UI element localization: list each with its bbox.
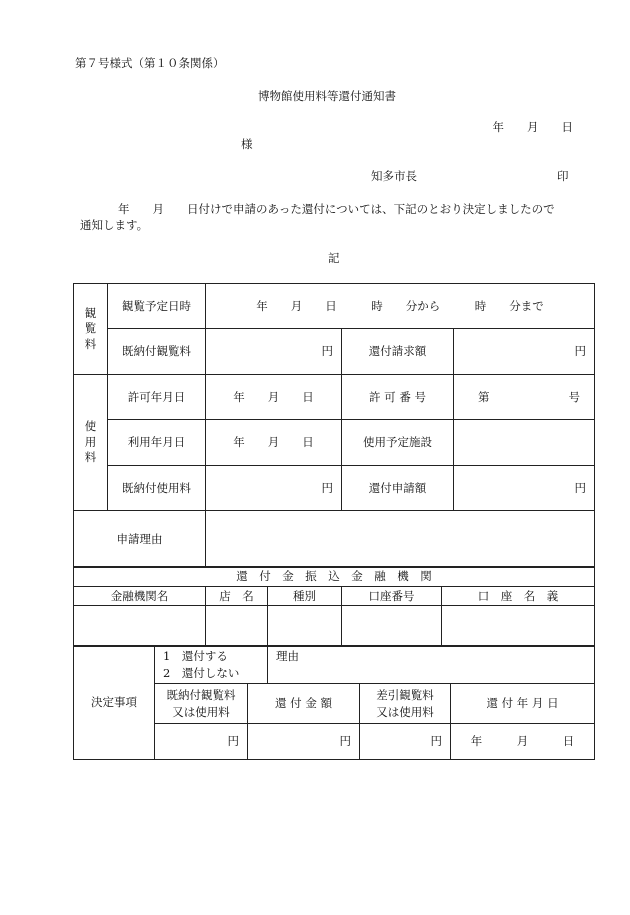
table-row [74,646,595,684]
table-row [74,375,595,420]
date-line: 年 月 日 [492,120,573,134]
reason-label: 申請理由 [74,511,206,568]
account-number-value [342,606,442,647]
scheduled-label: 観覧予定日時 [108,284,206,329]
permit-number-cell [454,375,595,420]
permit-date-value: 年 月 日 [206,375,342,420]
col-refund-amount: 還 付 金 額 [248,684,360,724]
col-paid-fee-line-1: 既納付観覧料 [166,687,236,702]
permit-number-prefix: 第 [478,389,490,404]
branch-value [206,606,268,647]
addressee-suffix: 様 [241,137,253,151]
refund-application-unit: 円 [454,466,595,511]
col-paid-fee [155,684,248,724]
reason-value [206,511,595,568]
form-number: 第７号様式（第１０条関係） [75,56,225,70]
refund-date-value: 年 月 日 [451,724,595,760]
fee-table [73,283,595,568]
table-row [74,466,595,511]
facility-label: 使用予定施設 [342,420,454,466]
use-date-label: 利用年月日 [108,420,206,466]
table-row [74,567,595,587]
paid-fee-unit: 円 [155,724,248,760]
bank-table [73,566,595,647]
table-row [74,329,595,375]
col-net-fee [360,684,451,724]
col-bank-name: 金融機関名 [74,587,206,606]
document-title: 博物館使用料等還付通知書 [258,89,396,103]
seal-mark: 印 [557,169,569,183]
account-name-value [442,606,595,647]
option-no-refund: 2 還付しない [163,665,240,680]
net-fee-unit: 円 [360,724,451,760]
viewing-group-cell [74,284,108,375]
use-date-value: 年 月 日 [206,420,342,466]
decision-table [73,645,595,760]
decision-options [155,646,268,684]
col-account-number: 口座番号 [342,587,442,606]
bank-section-title: 還 付 金 振 込 金 融 機 関 [74,567,595,587]
ki-heading: 記 [328,251,340,265]
table-row [74,606,595,647]
paid-viewing-unit: 円 [206,329,342,375]
col-net-fee-line-2: 又は使用料 [376,704,434,719]
col-paid-fee-line-2: 又は使用料 [172,704,230,719]
viewing-group-label: 観覧料 [84,305,97,351]
issuer-name: 知多市長 [371,169,417,183]
body-text-line-2: 通知します。 [80,218,149,232]
col-account-name: 口 座 名 義 [442,587,595,606]
table-row [74,587,595,606]
body-text-line-1: 年 月 日付けで申請のあった還付については、下記のとおり決定しましたので [118,202,555,216]
paid-usage-unit: 円 [206,466,342,511]
col-account-type: 種別 [268,587,342,606]
refund-request-unit: 円 [454,329,595,375]
col-net-fee-line-1: 差引観覧料 [376,687,434,702]
permit-date-label: 許可年月日 [108,375,206,420]
col-branch: 店 名 [206,587,268,606]
paid-usage-label: 既納付使用料 [108,466,206,511]
bank-name-value [74,606,206,647]
scheduled-value: 年 月 日 時 分から 時 分まで [206,284,595,329]
table-row [74,420,595,466]
table-row [74,511,595,568]
col-refund-date: 還 付 年 月 日 [451,684,595,724]
permit-number-suffix: 号 [568,389,581,404]
decision-label: 決定事項 [74,646,155,760]
refund-request-label: 還付請求額 [342,329,454,375]
option-refund: 1 還付する [163,649,228,663]
paid-viewing-label: 既納付観覧料 [108,329,206,375]
facility-value [454,420,595,466]
usage-group-label: 使用料 [84,419,97,465]
permit-number-label: 許 可 番 号 [342,375,454,420]
refund-application-label: 還付申請額 [342,466,454,511]
refund-amount-unit: 円 [248,724,360,760]
usage-group-cell [74,375,108,511]
decision-reason-label: 理由 [268,646,595,684]
table-row [74,284,595,329]
account-type-value [268,606,342,647]
